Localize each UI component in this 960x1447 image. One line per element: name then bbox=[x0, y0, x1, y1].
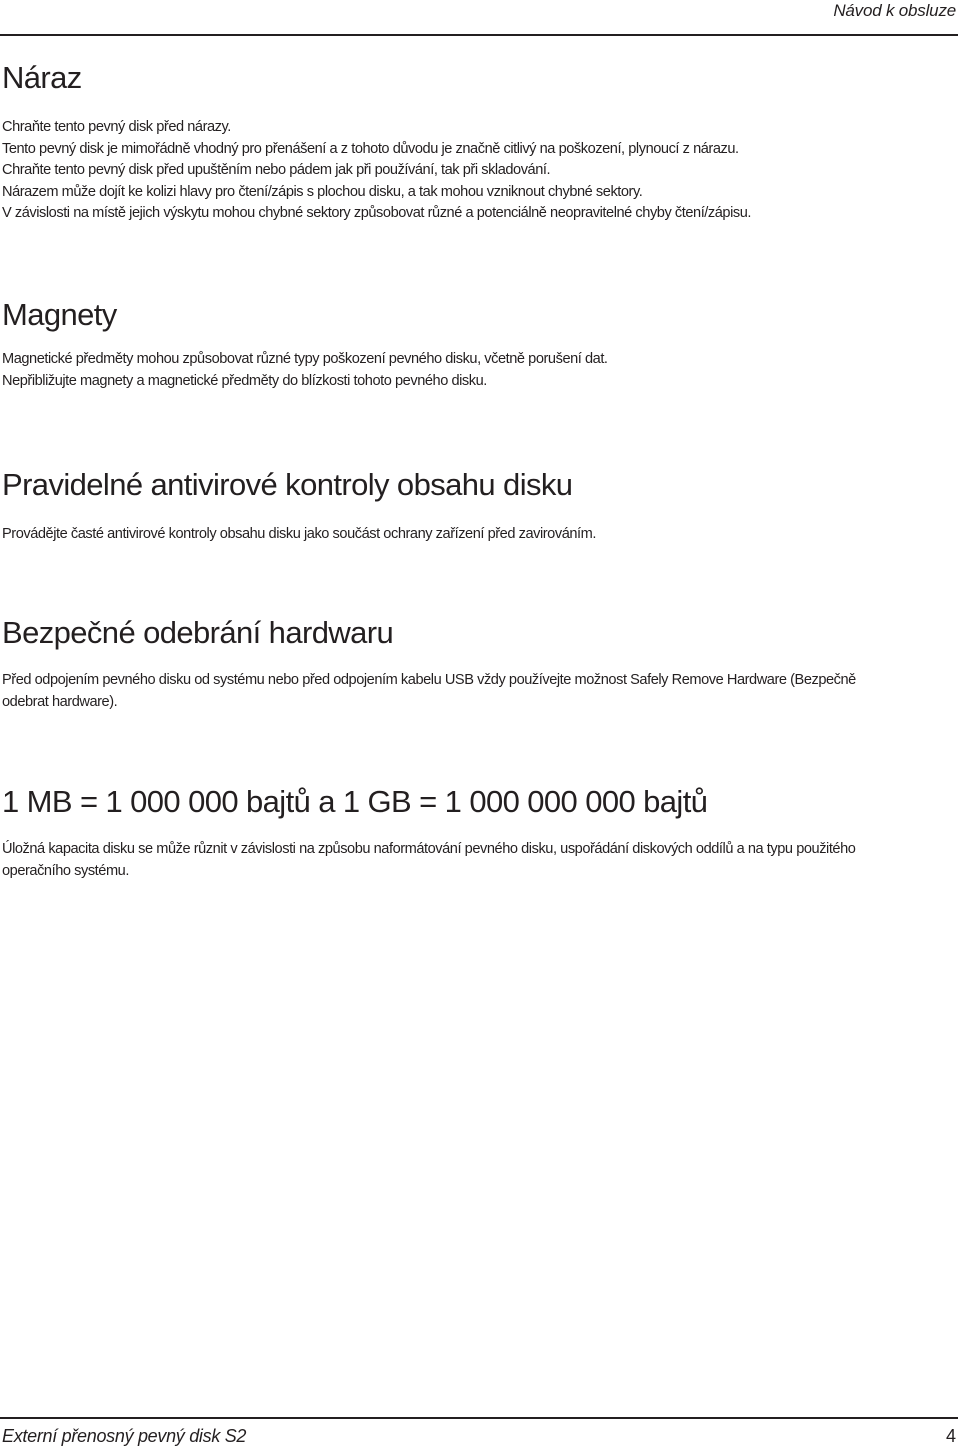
section-antivirus bbox=[2, 467, 952, 542]
paragraph-line: odebrat hardware). bbox=[2, 693, 118, 710]
section-magnets bbox=[2, 297, 952, 389]
section-heading: Magnety bbox=[2, 297, 117, 332]
paragraph-line: Chraňte tento pevný disk před upuštěním nebo pádem jak při používání, tak při skladování. bbox=[2, 162, 551, 178]
paragraph-line: Magnetické předměty mohou způsobovat různé typy poškození pevného disku, včetně porušení dat. bbox=[2, 351, 608, 367]
paragraph-line: Tento pevný disk je mimořádně vhodný pro přenášení a z tohoto důvodu je značně citlivý na poškození, plynoucí z nárazu. bbox=[2, 140, 739, 157]
section-heading: 1 MB = 1 000 000 bajtů a 1 GB = 1 000 000 000 bajtů bbox=[2, 784, 708, 819]
paragraph-line: Nepřibližujte magnety a magnetické předměty do blízkosti tohoto pevného disku. bbox=[2, 372, 487, 389]
paragraph-line: Úložná kapacita disku se může různit v závislosti na způsobu naformátování pevného disku, uspořádání diskových oddílů a na typu použitého bbox=[2, 841, 856, 857]
paragraph-line: Nárazem může dojít ke kolizi hlavy pro čtení/zápis s plochou disku, a tak mohou vzniknout chybné sektory. bbox=[2, 183, 643, 200]
section-safe-removal bbox=[2, 615, 952, 710]
paragraph-line: Chraňte tento pevný disk před nárazy. bbox=[2, 119, 231, 135]
running-header bbox=[0, 0, 958, 36]
product-title: Externí přenosný pevný disk S2 bbox=[2, 1426, 247, 1446]
paragraph-line: Před odpojením pevného disku od systému nebo před odpojením kabelu USB vždy používejte možnost Safely Remove Hardware (Bezpečně bbox=[2, 672, 856, 688]
section-heading: Náraz bbox=[2, 60, 82, 95]
section-capacity bbox=[2, 784, 952, 879]
paragraph-line: Provádějte časté antivirové kontroly obsahu disku jako součást ochrany zařízení před zavirováním. bbox=[2, 526, 596, 542]
section-heading: Bezpečné odebrání hardwaru bbox=[2, 615, 394, 650]
paragraph-line: operačního systému. bbox=[2, 862, 129, 879]
section-heading: Pravidelné antivirové kontroly obsahu disku bbox=[2, 467, 573, 502]
paragraph-line: V závislosti na místě jejich výskytu mohou chybné sektory způsobovat různé a potenciálně neopravitelné chyby čtení/zápisu. bbox=[2, 205, 751, 221]
page-number: 4 bbox=[945, 1426, 956, 1446]
manual-title: Návod k obsluze bbox=[833, 1, 956, 20]
section-shock bbox=[2, 60, 952, 221]
running-footer bbox=[0, 1417, 958, 1447]
